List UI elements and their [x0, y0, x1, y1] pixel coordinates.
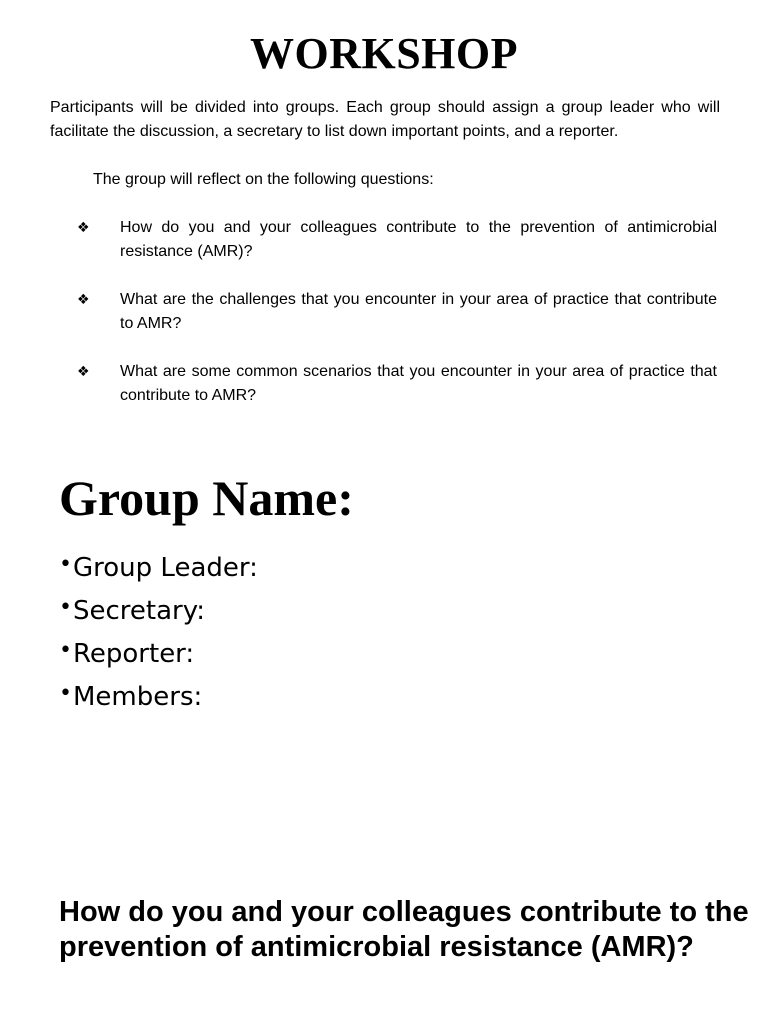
role-label: Members: — [73, 682, 203, 712]
group-roles-list — [59, 548, 258, 720]
questions-lead-text: The group will reflect on the following questions: — [93, 171, 434, 188]
group-name-heading: Group Name: — [59, 470, 354, 526]
question-item — [0, 288, 768, 360]
question-text: What are some common scenarios that you encounter in your area of practice that contribute to AMR? — [120, 363, 717, 404]
bullet-icon: • — [59, 681, 72, 706]
diamond-bullet-icon: ❖ — [77, 364, 90, 380]
bullet-icon: • — [59, 552, 72, 577]
role-item-members — [59, 677, 258, 720]
role-label: Secretary: — [73, 596, 205, 626]
questions-list — [0, 216, 768, 432]
bottom-question-heading: How do you and your colleagues contribute to the prevention of antimicrobial resistance (AMR)? — [59, 896, 749, 963]
role-item-group-leader — [59, 548, 258, 591]
role-label: Reporter: — [73, 639, 195, 669]
diamond-bullet-icon: ❖ — [77, 292, 90, 308]
role-label: Group Leader: — [73, 553, 258, 583]
role-item-secretary — [59, 591, 258, 634]
question-item — [0, 360, 768, 432]
intro-paragraph: Participants will be divided into groups. Each group should assign a group leader who will facilitate the discussion, a secretary to list down important points, and a reporter. — [50, 99, 720, 140]
role-item-reporter — [59, 634, 258, 677]
bullet-icon: • — [59, 595, 72, 620]
question-text: How do you and your colleagues contribute to the prevention of antimicrobial resistance (AMR)? — [120, 219, 717, 260]
bullet-icon: • — [59, 638, 72, 663]
diamond-bullet-icon: ❖ — [77, 220, 90, 236]
page-title: WORKSHOP — [249, 29, 519, 78]
question-item — [0, 216, 768, 288]
question-text: What are the challenges that you encounter in your area of practice that contribute to AMR? — [120, 291, 717, 332]
